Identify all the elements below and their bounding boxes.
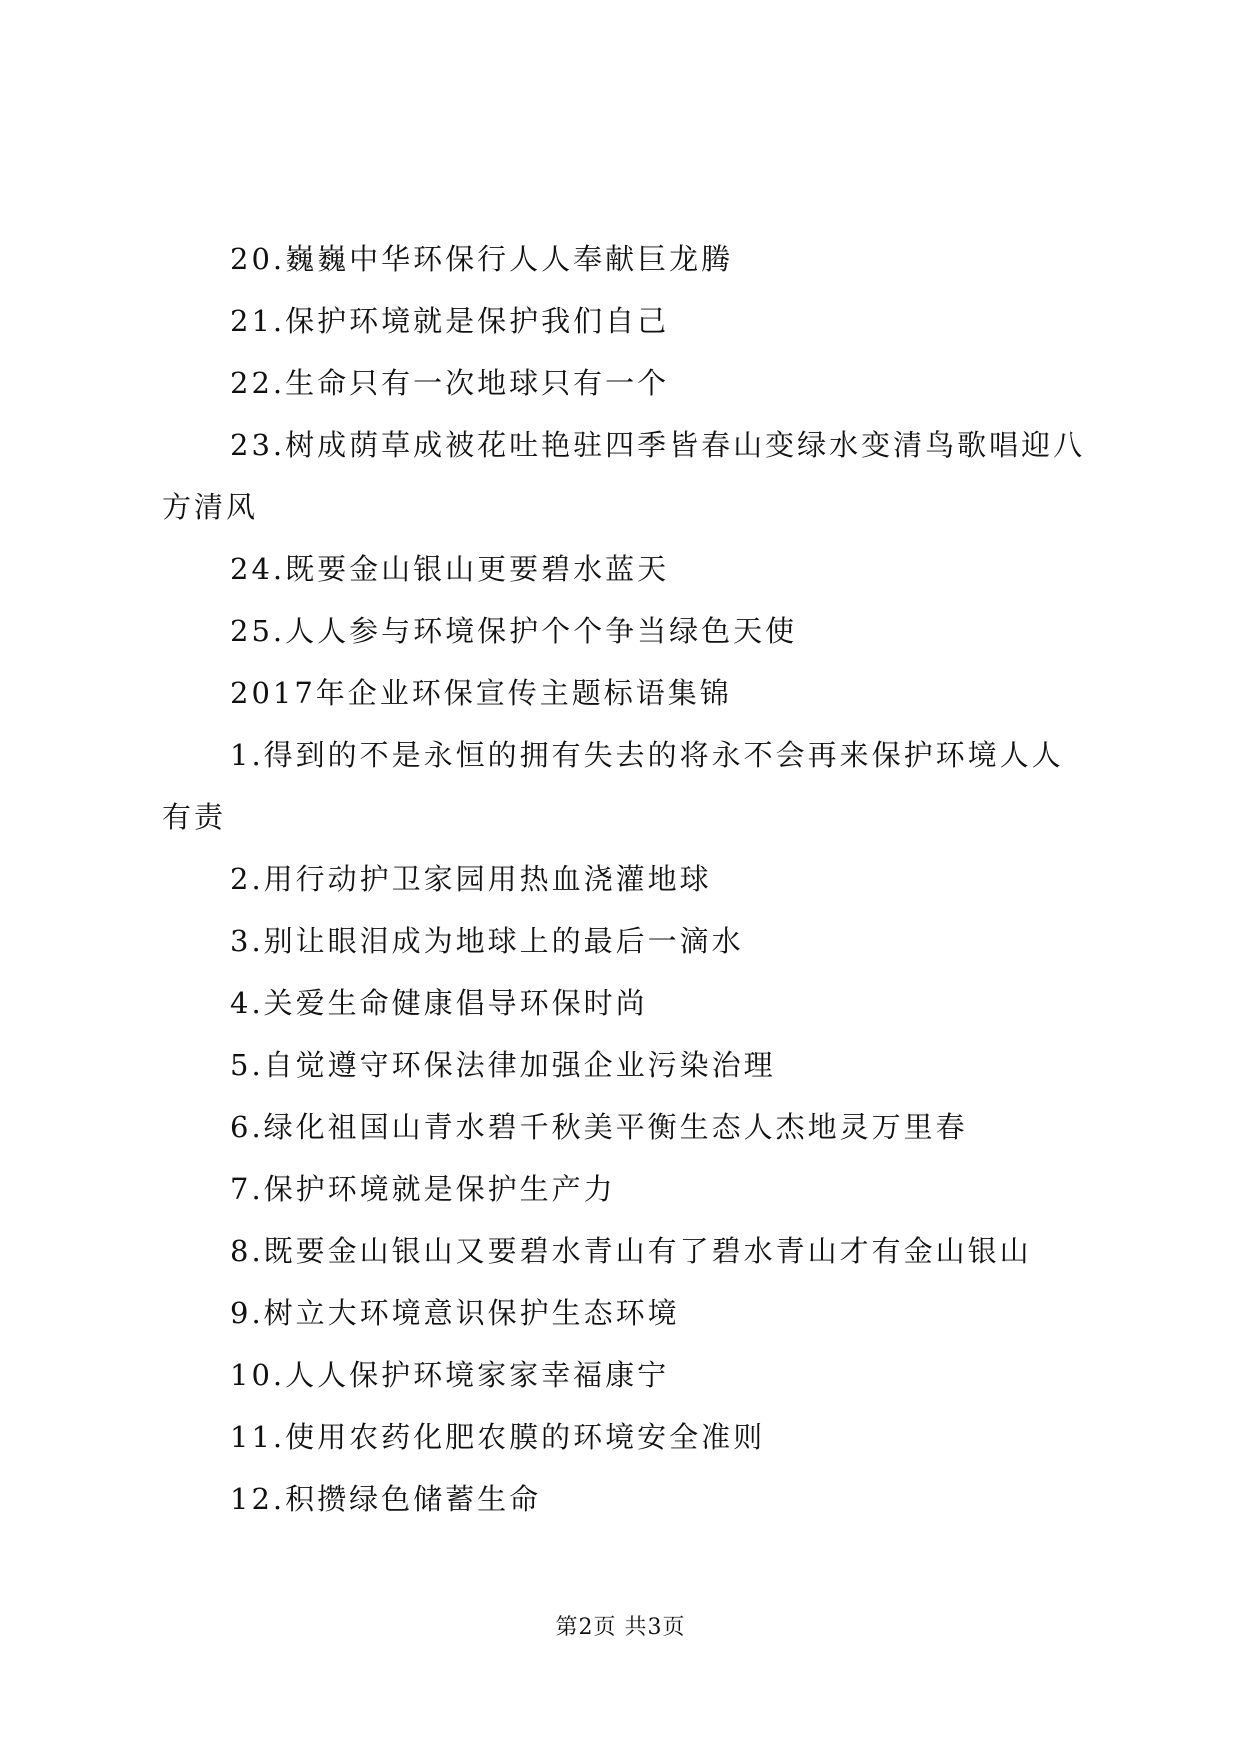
slogan-1: 1.得到的不是永恒的拥有失去的将永不会再来保护环境人人有责 [162, 738, 1064, 834]
section-heading: 2017年企业环保宣传主题标语集锦 [230, 676, 732, 710]
paragraph-20: 20.巍巍中华环保行人人奉献巨龙腾 [230, 242, 734, 276]
slogan-9: 9.树立大环境意识保护生态环境 [230, 1296, 680, 1330]
slogan-12: 12.积攒绿色储蓄生命 [230, 1482, 542, 1516]
slogan-6: 6.绿化祖国山青水碧千秋美平衡生态人杰地灵万里春 [230, 1110, 968, 1144]
slogan-8: 8.既要金山银山又要碧水青山有了碧水青山才有金山银山 [230, 1234, 1032, 1268]
slogan-4: 4.关爱生命健康倡导环保时尚 [230, 986, 648, 1020]
slogan-5: 5.自觉遵守环保法律加强企业污染治理 [230, 1048, 776, 1082]
slogan-10: 10.人人保护环境家家幸福康宁 [230, 1358, 670, 1392]
paragraph-25: 25.人人参与环境保护个个争当绿色天使 [230, 614, 798, 648]
slogan-7: 7.保护环境就是保护生产力 [230, 1172, 616, 1206]
slogan-3: 3.别让眼泪成为地球上的最后一滴水 [230, 924, 744, 958]
paragraph-24: 24.既要金山银山更要碧水蓝天 [230, 552, 670, 586]
paragraph-21: 21.保护环境就是保护我们自己 [230, 304, 670, 338]
slogan-11: 11.使用农药化肥农膜的环境安全准则 [230, 1420, 766, 1454]
slogan-2: 2.用行动护卫家园用热血浇灌地球 [230, 862, 712, 896]
page-number-footer: 第2页 共3页 [555, 1615, 686, 1640]
paragraph-23: 23.树成荫草成被花吐艳驻四季皆春山变绿水变清鸟歌唱迎八方清风 [162, 428, 1086, 524]
paragraph-22: 22.生命只有一次地球只有一个 [230, 366, 670, 400]
document-body [162, 228, 1092, 1530]
